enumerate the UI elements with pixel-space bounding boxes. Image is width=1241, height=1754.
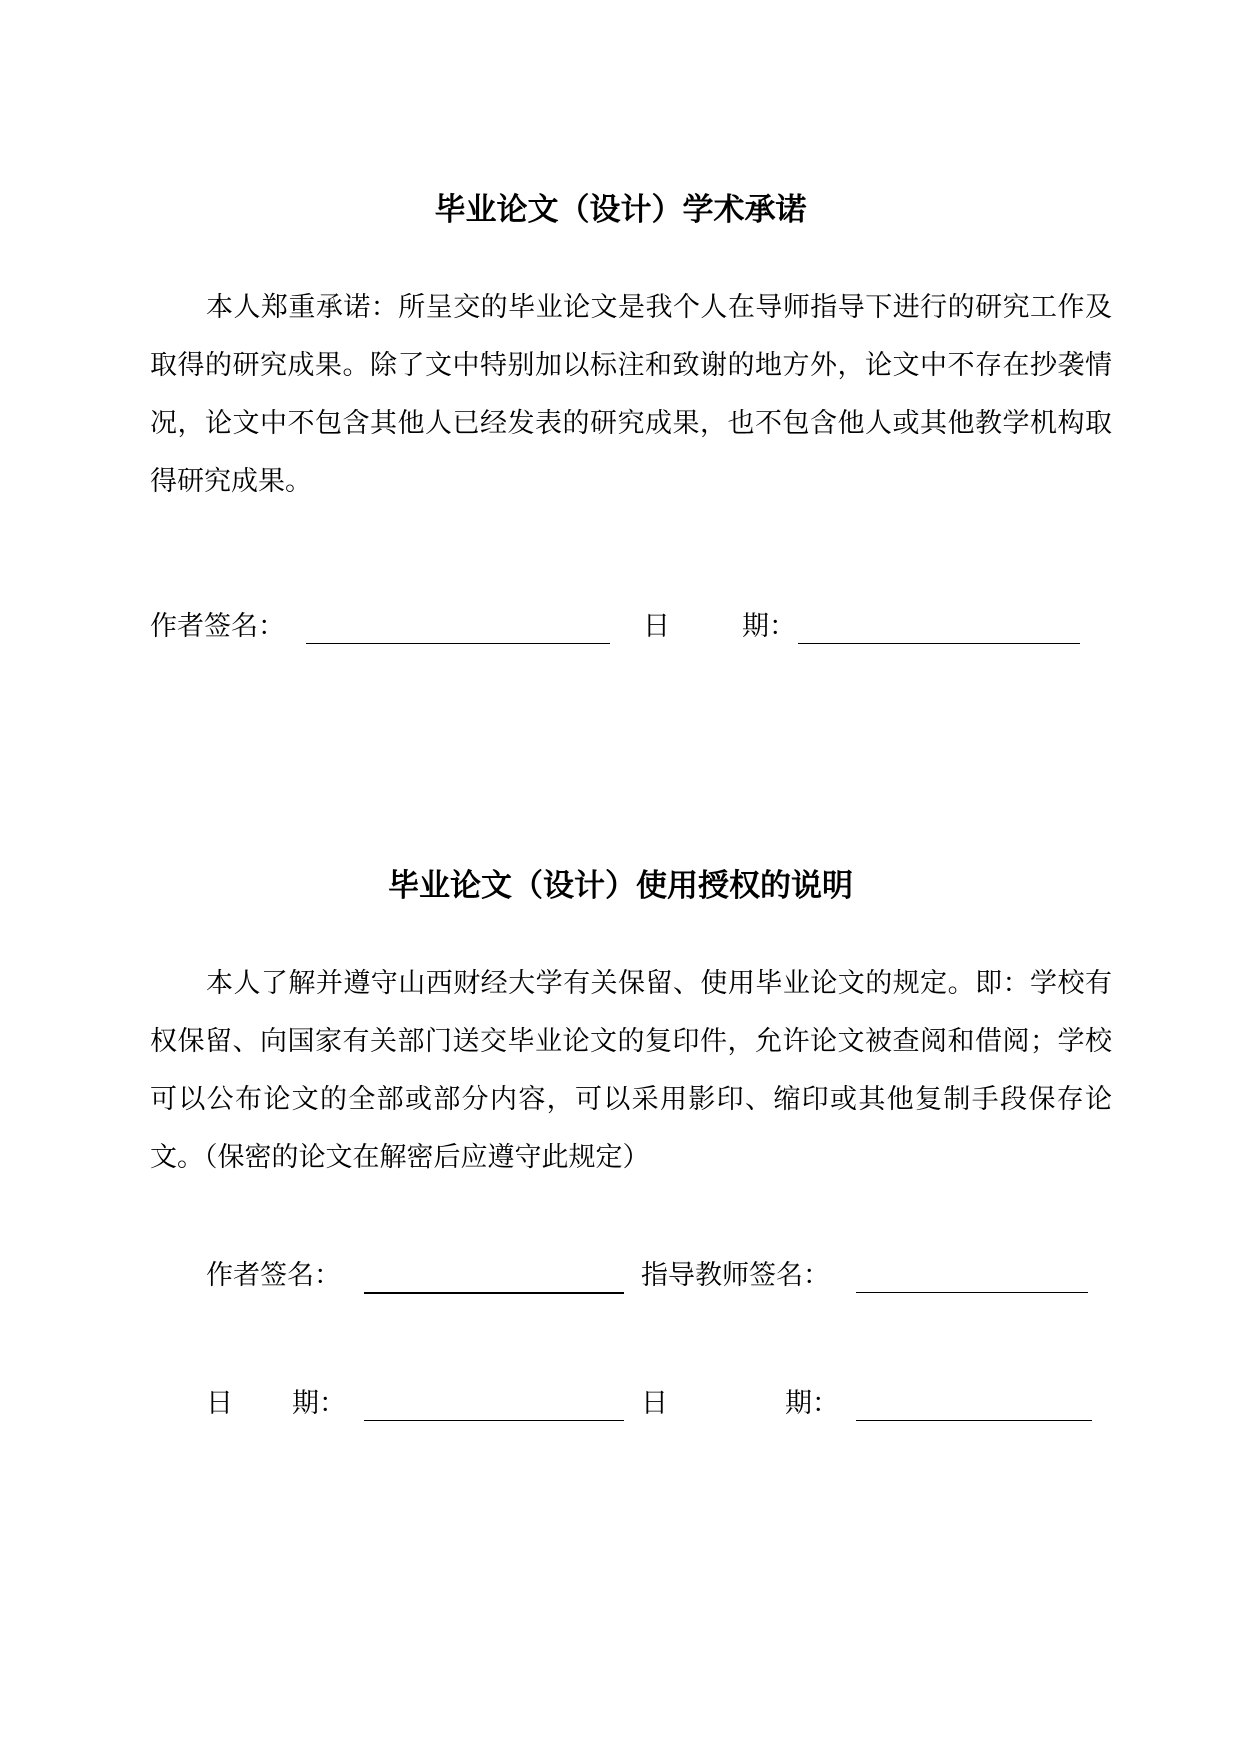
commitment-body: 本人郑重承诺：所呈交的毕业论文是我个人在导师指导下进行的研究工作及取得的研究成果。除了文中特别加以标注和致谢的地方外，论文中不存在抄袭情况，论文中不包含其他人已经发表的研究成果，也不包含他人或其他教学机构取得研究成果。 [150, 292, 1112, 497]
advisor-signature-label: 指导教师签名： [641, 1260, 830, 1291]
commitment-signature-row [150, 607, 1112, 647]
author-signature-label-2: 作者签名： [206, 1260, 341, 1291]
date-label-char1: 日 [643, 611, 670, 642]
date-label-char2: 期： [742, 611, 796, 642]
authorization-body: 本人了解并遵守山西财经大学有关保留、使用毕业论文的规定。即：学校有权保留、向国家有关部门送交毕业论文的复印件，允许论文被查阅和借阅；学校可以公布论文的全部或部分内容，可以采用影印、缩印或其他复制手段保存论文。（保密的论文在解密后应遵守此规定） [150, 968, 1112, 1173]
advisor-date-label-char2: 期： [785, 1388, 839, 1419]
authorization-title: 毕业论文（设计）使用授权的说明 [388, 868, 853, 904]
advisor-date-line[interactable] [856, 1420, 1092, 1421]
advisor-date-label-char1: 日 [641, 1388, 668, 1419]
authorization-date-row [150, 1384, 1112, 1424]
commitment-title: 毕业论文（设计）学术承诺 [434, 192, 807, 228]
date-line[interactable] [798, 643, 1080, 644]
author-signature-label: 作者签名： [150, 611, 285, 642]
author-signature-line[interactable] [306, 643, 610, 644]
authorization-signature-row [150, 1256, 1112, 1296]
author-date-label-char2: 期： [292, 1388, 346, 1419]
author-date-label-char1: 日 [206, 1388, 233, 1419]
author-date-line[interactable] [364, 1420, 624, 1421]
author-signature-line-2[interactable] [364, 1292, 624, 1294]
advisor-signature-line[interactable] [856, 1292, 1088, 1293]
